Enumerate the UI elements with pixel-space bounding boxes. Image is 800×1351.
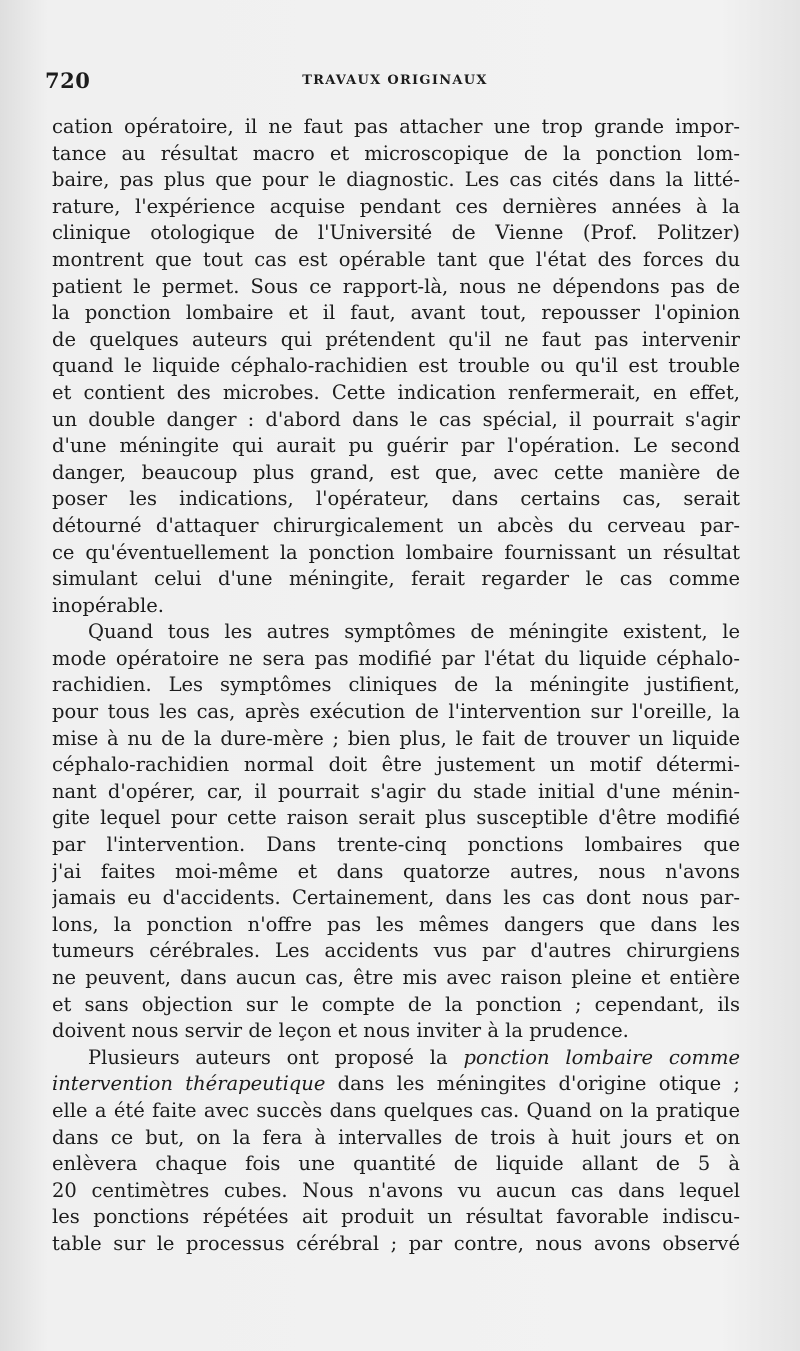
text-line: un double danger : d'abord dans le cas spécial, il pourrait s'agir (52, 407, 740, 431)
text-line: cation opératoire, il ne faut pas attacher une trop grande impor- (52, 115, 740, 138)
text-line: d'une méningite qui aurait pu guérir par l'opération. Le second (52, 434, 740, 458)
text-line: détourné d'attaquer chirurgicalement un abcès du cerveau par- (52, 513, 740, 537)
text-line: la ponction lombaire et il faut, avant tout, repousser l'opinion (52, 301, 740, 325)
text-line: jamais eu d'accidents. Certainement, dans les cas dont nous par- (52, 886, 740, 910)
text-line: mode opératoire ne sera pas modifié par l'état du liquide céphalo- (52, 646, 740, 670)
body-text (52, 114, 740, 1258)
text-run: Plusieurs auteurs ont proposé la (88, 1045, 464, 1069)
text-line: et contient des microbes. Cette indication renfermerait, en effet, (52, 380, 740, 404)
text-line: dans ce but, on la fera à intervalles de trois à huit jours et on (52, 1125, 740, 1149)
text-line: j'ai faites moi-même et dans quatorze autres, nous n'avons (52, 859, 740, 883)
text-line: pour tous les cas, après exécution de l'intervention sur l'oreille, la (52, 700, 740, 724)
text-line: elle a été faite avec succès dans quelques cas. Quand on la pratique (52, 1098, 740, 1122)
text-line: mise à nu de la dure-mère ; bien plus, le fait de trouver un liquide (52, 726, 740, 750)
text-line: céphalo-rachidien normal doit être justement un motif détermi- (52, 753, 740, 777)
text-line: poser les indications, l'opérateur, dans certains cas, serait (52, 487, 740, 511)
italic-term: ponction lombaire comme (463, 1045, 740, 1069)
text-line: quand le liquide céphalo-rachidien est trouble ou qu'il est trouble (52, 354, 740, 378)
text-line: simulant celui d'une méningite, ferait regarder le cas comme (52, 567, 740, 591)
paragraph-3 (52, 1045, 740, 1258)
text-line (52, 1071, 740, 1098)
text-line: patient le permet. Sous ce rapport-là, nous ne dépendons pas de (52, 274, 740, 298)
text-line: baire, pas plus que pour le diagnostic. Les cas cités dans la litté- (52, 168, 740, 192)
text-line: tumeurs cérébrales. Les accidents vus par d'autres chirurgiens (52, 939, 740, 963)
text-line: enlèvera chaque fois une quantité de liquide allant de 5 à (52, 1152, 740, 1176)
text-line: de quelques auteurs qui prétendent qu'il ne faut pas intervenir (52, 327, 740, 351)
paragraph-1 (52, 114, 740, 619)
text-line: danger, beaucoup plus grand, est que, avec cette manière de (52, 460, 740, 484)
text-line: ce qu'éventuellement la ponction lombaire fournissant un résultat (52, 540, 740, 564)
text-line: nant d'opérer, car, il pourrait s'agir du stade initial d'une ménin- (52, 779, 740, 803)
text-line: tance au résultat macro et microscopique de la ponction lom- (52, 141, 740, 165)
italic-term: intervention thérapeutique (52, 1072, 326, 1096)
page-number: 720 (45, 68, 91, 93)
text-line: rachidien. Les symptômes cliniques de la méningite justifient, (52, 673, 740, 697)
text-line: gite lequel pour cette raison serait plus susceptible d'être modifié (52, 806, 740, 830)
text-line: par l'intervention. Dans trente-cinq ponctions lombaires que (52, 833, 740, 857)
text-line: 20 centimètres cubes. Nous n'avons vu aucun cas dans lequel (52, 1178, 740, 1202)
text-line: et sans objection sur le compte de la ponction ; cependant, ils (52, 992, 740, 1016)
text-line: doivent nous servir de leçon et nous inviter à la prudence. (52, 1019, 629, 1043)
page-header (45, 68, 745, 98)
text-line: montrent que tout cas est opérable tant que l'état des forces du (52, 247, 740, 271)
running-title: TRAVAUX ORIGINAUX (302, 73, 488, 88)
text-line: les ponctions répétées ait produit un résultat favorable indiscu- (52, 1205, 740, 1229)
text-line: clinique otologique de l'Université de Vienne (Prof. Politzer) (52, 221, 740, 245)
text-line: inopérable. (52, 593, 164, 617)
text-line: ne peuvent, dans aucun cas, être mis avec raison pleine et entière (52, 966, 740, 989)
text-run: dans les méningites d'origine otique ; (325, 1072, 740, 1096)
text-line: Quand tous les autres symptômes de méningite existent, le (88, 620, 740, 644)
text-line: lons, la ponction n'offre pas les mêmes dangers que dans les (52, 912, 740, 936)
text-line: rature, l'expérience acquise pendant ces dernières années à la (52, 194, 740, 218)
paragraph-2 (52, 619, 740, 1045)
text-line (52, 1045, 740, 1072)
text-line: table sur le processus cérébral ; par contre, nous avons observé (52, 1231, 740, 1255)
